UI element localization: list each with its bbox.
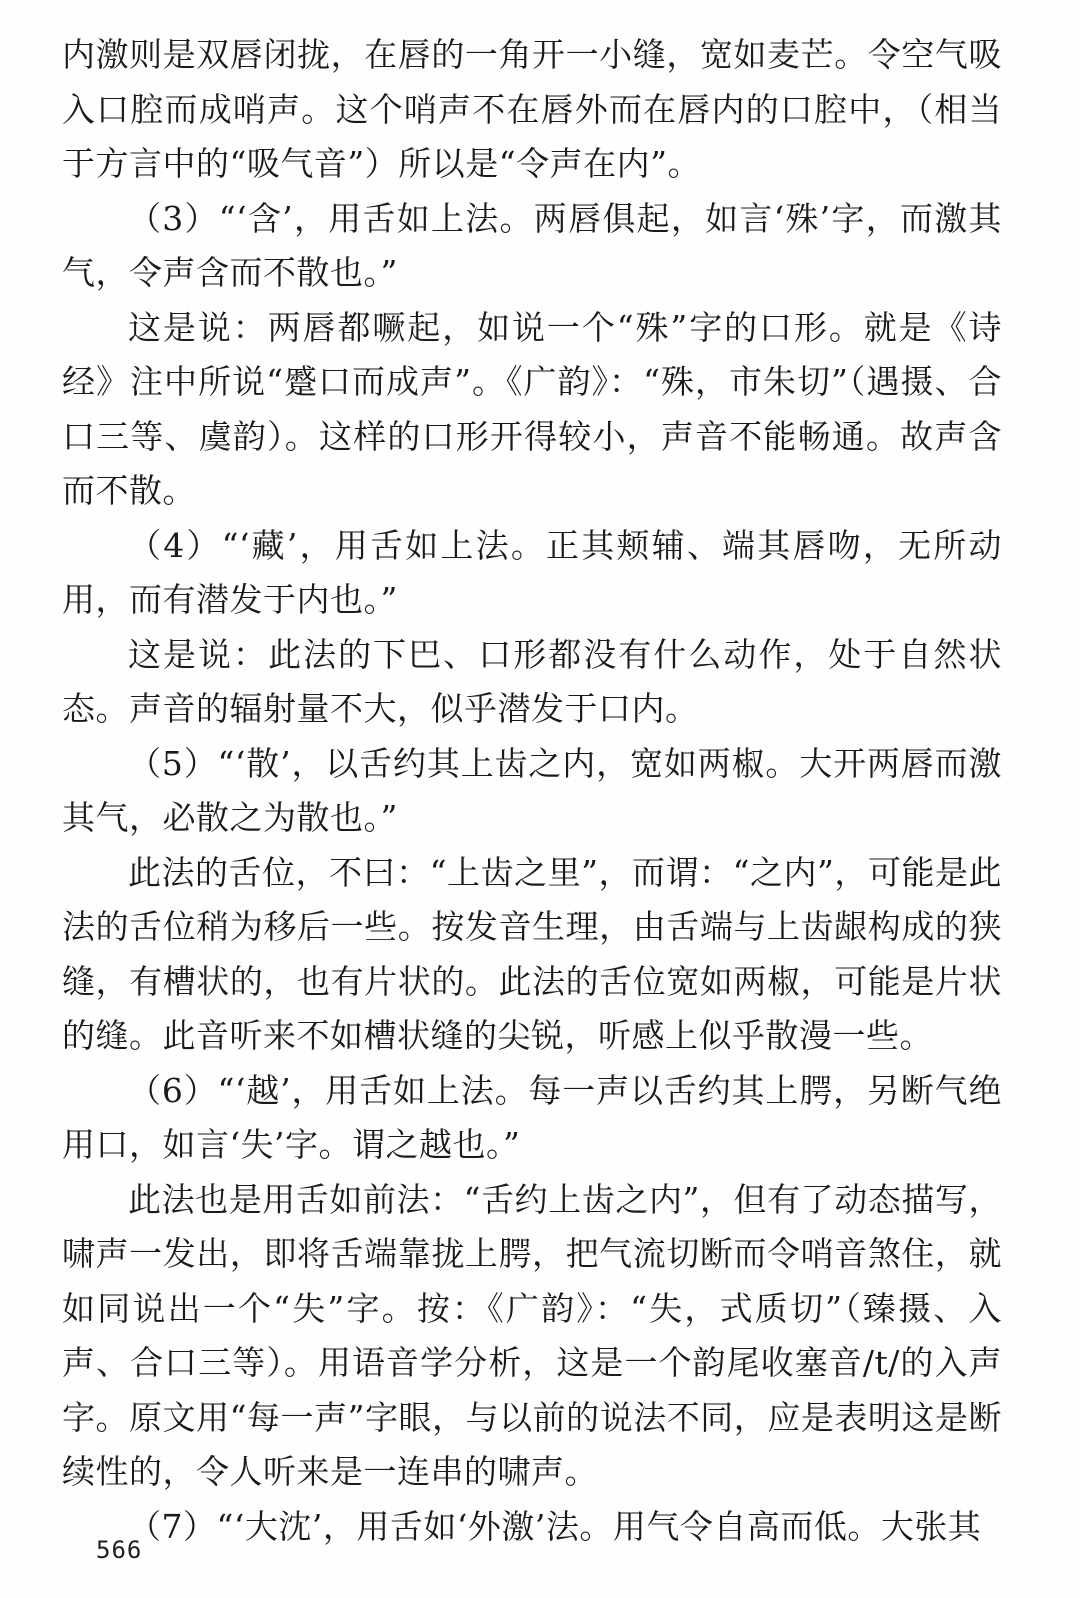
page-number: 566 [96,1536,143,1564]
paragraph-item-7-dachen: （7）“‘大沈’，用舌如‘外激’法。用气令自高而低。大张其 [128,1506,982,1546]
paragraph-item-5-san: （5）“‘散’，以舌约其上齿之内，宽如两椒。大开两唇而激其气，必散之为散也。” [62,743,1002,837]
paragraph-item-6-yue: （6）“‘越’，用舌如上法。每一声以舌约其上腭，另断气绝用口，如言‘失’字。谓之越也。” [62,1070,1002,1164]
paragraph-item-3-han: （3）“‘含’，用舌如上法。两唇俱起，如言‘殊’字，而激其气，令声含而不散也。” [62,198,1002,292]
paragraph-commentary-han: 这是说：两唇都噘起，如说一个“殊”字的口形。就是《诗经》注中所说“蹙口而成声”。《广韵》：“殊，市朱切”（遇摄、合口三等、虞韵）。这样的口形开得较小，声音不能畅通。故声含而不散。 [62,307,1002,510]
paragraph-continuation-neiji: 内激则是双唇闭拢，在唇的一角开一小缝，宽如麦芒。令空气吸入口腔而成哨声。这个哨声不在唇外而在唇内的口腔中，（相当于方言中的“吸气音”）所以是“令声在内”。 [62,35,1002,183]
paragraph-commentary-san: 此法的舌位，不曰：“上齿之里”，而谓：“之内”，可能是此法的舌位稍为移后一些。按发音生理，由舌端与上齿龈构成的狭缝，有槽状的，也有片状的。此法的舌位宽如两椒，可能是片状的缝。此音听来不如槽状缝的尖锐，听感上似乎散漫一些。 [62,852,1002,1055]
paragraph-commentary-cang: 这是说：此法的下巴、口形都没有什么动作，处于自然状态。声音的辐射量不大，似乎潜发于口内。 [62,634,1002,728]
paragraph-item-4-cang: （4）“‘藏’，用舌如上法。正其颊辅、端其唇吻，无所动用，而有潜发于内也。” [62,525,1002,619]
paragraph-commentary-yue: 此法也是用舌如前法：“舌约上齿之内”，但有了动态描写，啸声一发出，即将舌端靠拢上腭，把气流切断而令哨音煞住，就如同说出一个“失”字。按：《广韵》：“失，式质切”（臻摄、入声、合口三等）。用语音学分析，这是一个韵尾收塞音/t/的入声字。原文用“每一声”字眼，与以前的说法不同，应是表明这是断续性的，令人听来是一连串的啸声。 [62,1179,1002,1491]
body-text [62,28,1002,1554]
